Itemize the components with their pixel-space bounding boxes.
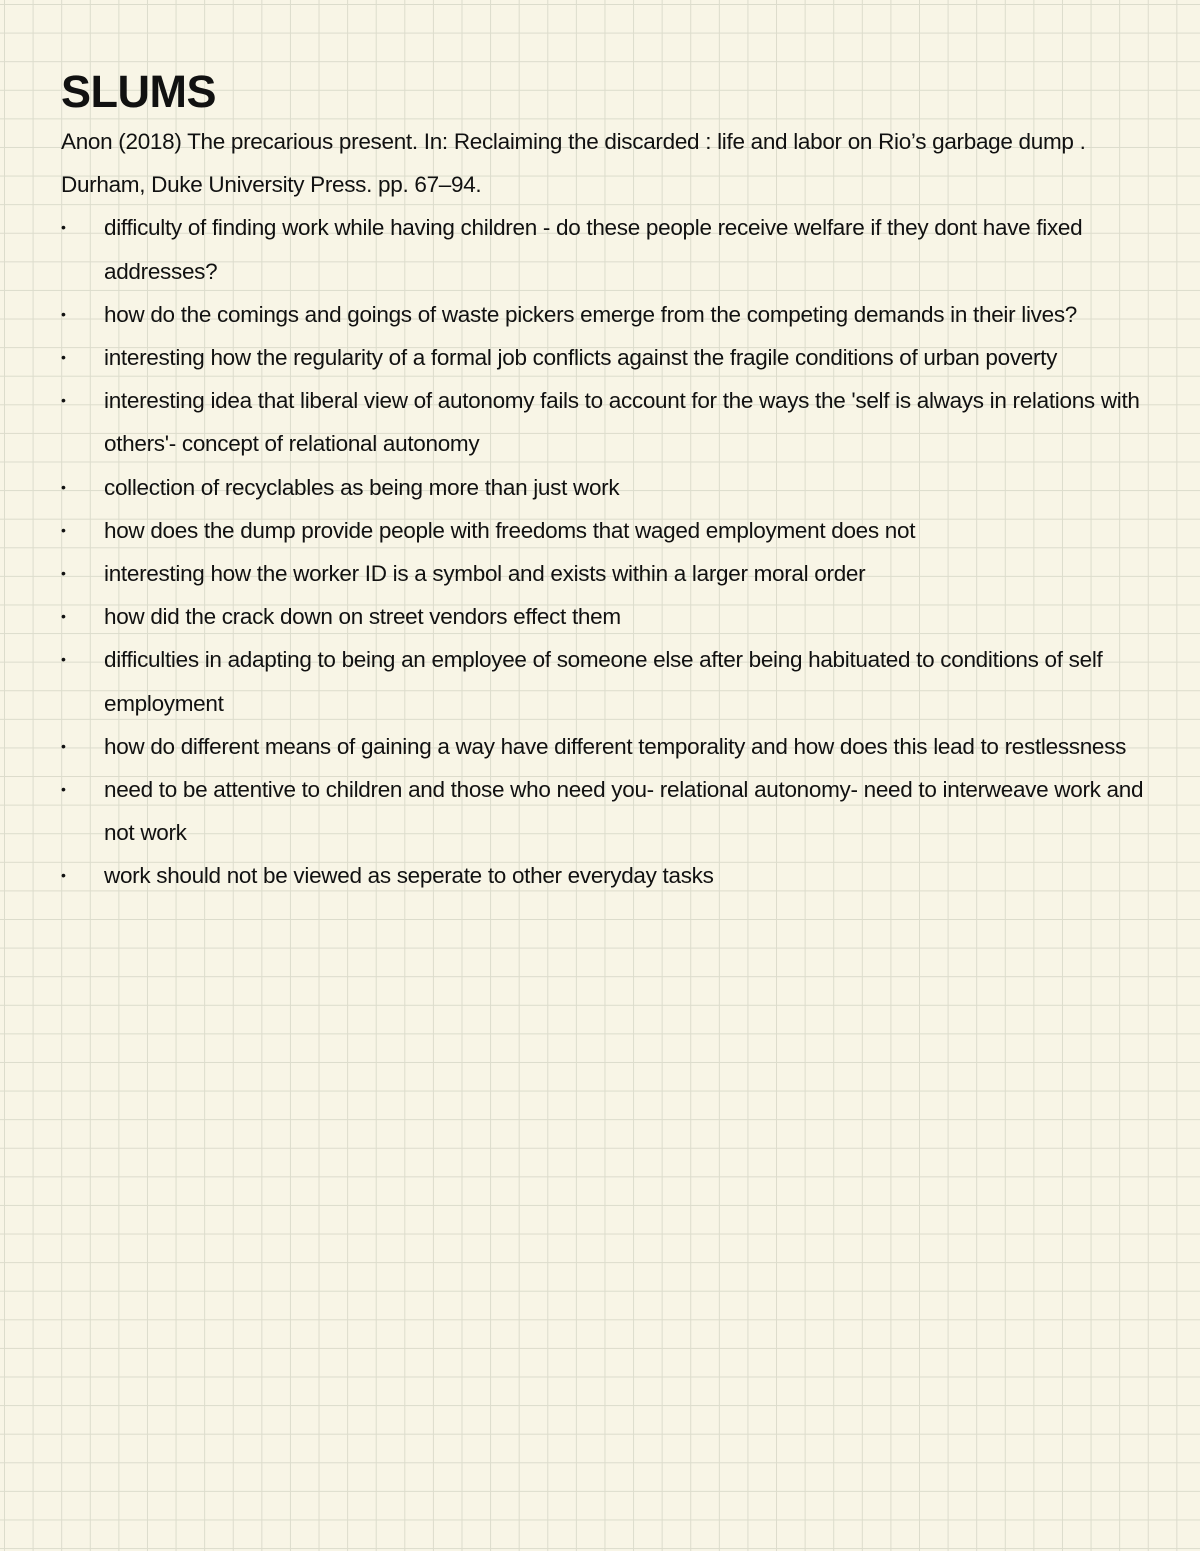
- reference-citation: Anon (2018) The precarious present. In: Reclaiming the discarded : life and labor on Rio’s garbage dump . Durham, Duke University Press. pp. 67–94.: [61, 129, 1086, 198]
- bullet-icon: •: [61, 392, 66, 409]
- list-item: [61, 768, 1151, 854]
- bullet-icon: •: [61, 737, 66, 754]
- list-item-text: difficulties in adapting to being an employee of someone else after being habituated to conditions of self employment: [104, 647, 1103, 716]
- list-item-text: interesting how the regularity of a formal job conflicts against the fragile conditions of urban poverty: [104, 345, 1058, 371]
- list-item: [61, 466, 1151, 509]
- list-item: [61, 336, 1151, 379]
- list-item-text: interesting idea that liberal view of autonomy fails to account for the ways the 'self is always in relations with others'- concept of relational autonomy: [104, 388, 1140, 457]
- note-content: [61, 64, 1151, 898]
- list-item: [61, 206, 1151, 292]
- bullet-icon: •: [61, 349, 66, 366]
- bullet-icon: •: [61, 565, 66, 582]
- list-item-text: collection of recyclables as being more than just work: [104, 474, 620, 500]
- list-item-text: how do the comings and goings of waste pickers emerge from the competing demands in their lives?: [104, 301, 1077, 327]
- bullet-icon: •: [61, 867, 66, 884]
- bullet-icon: •: [61, 521, 66, 538]
- list-item-text: how did the crack down on street vendors effect them: [104, 604, 621, 630]
- note-title: SLUMS: [61, 66, 216, 117]
- list-item-text: interesting how the worker ID is a symbol and exists within a larger moral order: [104, 561, 866, 587]
- bullet-list: [61, 206, 1151, 897]
- bullet-icon: •: [61, 651, 66, 668]
- list-item: [61, 509, 1151, 552]
- bullet-icon: •: [61, 305, 66, 322]
- bullet-icon: •: [61, 219, 66, 236]
- list-item-text: how does the dump provide people with freedoms that waged employment does not: [104, 517, 916, 543]
- list-item: [61, 725, 1151, 768]
- list-item: [61, 379, 1151, 465]
- bullet-icon: •: [61, 608, 66, 625]
- list-item: [61, 595, 1151, 638]
- list-item: [61, 293, 1151, 336]
- list-item: [61, 552, 1151, 595]
- list-item-text: how do different means of gaining a way have different temporality and how does this lead to restlessness: [104, 733, 1127, 759]
- bullet-icon: •: [61, 781, 66, 798]
- list-item-text: difficulty of finding work while having children - do these people receive welfare if they dont have fixed addresses?: [104, 215, 1083, 284]
- list-item: [61, 638, 1151, 724]
- list-item: [61, 854, 1151, 897]
- list-item-text: work should not be viewed as seperate to other everyday tasks: [104, 863, 714, 889]
- bullet-icon: •: [61, 478, 66, 495]
- list-item-text: need to be attentive to children and those who need you- relational autonomy- need to interweave work and not work: [104, 777, 1144, 846]
